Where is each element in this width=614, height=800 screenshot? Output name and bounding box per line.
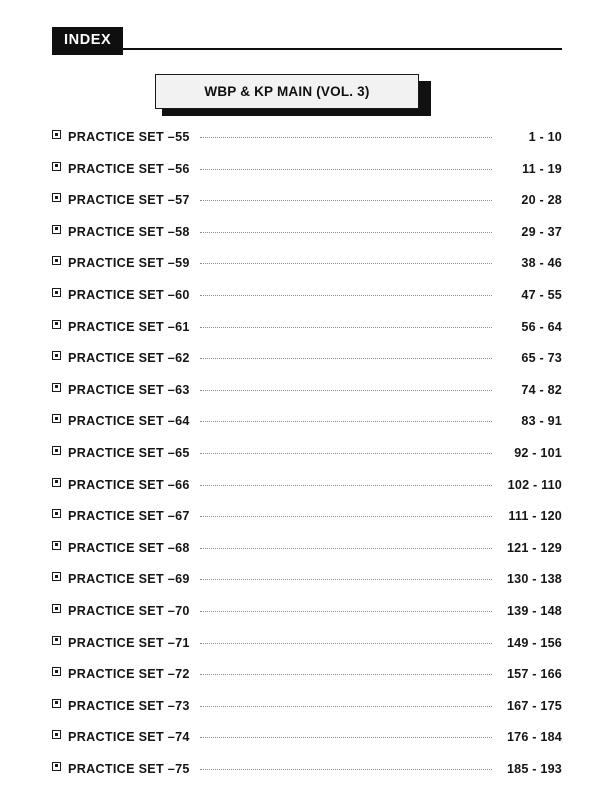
index-entry-pages: 74 - 82 bbox=[521, 382, 562, 397]
index-entry-label: PRACTICE SET –66 bbox=[68, 477, 190, 492]
dot-leader bbox=[200, 137, 492, 138]
index-entry[interactable] bbox=[52, 572, 562, 604]
bullet-square-icon bbox=[52, 667, 61, 676]
index-entry-label: PRACTICE SET –56 bbox=[68, 161, 190, 176]
bullet-square-icon bbox=[52, 509, 61, 518]
index-entry-label: PRACTICE SET –60 bbox=[68, 287, 190, 302]
dot-leader bbox=[200, 769, 492, 770]
index-entry-pages: 20 - 28 bbox=[521, 193, 562, 208]
dot-leader bbox=[200, 485, 492, 486]
index-entry-pages: 47 - 55 bbox=[521, 287, 562, 302]
bullet-square-icon bbox=[52, 762, 61, 771]
index-entry-label: PRACTICE SET –69 bbox=[68, 572, 190, 587]
index-entry[interactable] bbox=[52, 130, 562, 162]
title-banner bbox=[155, 74, 431, 116]
index-entry-pages: 111 - 120 bbox=[508, 509, 562, 524]
index-entry[interactable] bbox=[52, 256, 562, 288]
index-entry-label: PRACTICE SET –75 bbox=[68, 761, 190, 776]
bullet-square-icon bbox=[52, 478, 61, 487]
index-entry[interactable] bbox=[52, 193, 562, 225]
index-entry-pages: 139 - 148 bbox=[506, 603, 562, 618]
dot-leader bbox=[200, 516, 492, 517]
index-entry-pages: 130 - 138 bbox=[506, 572, 562, 587]
dot-leader bbox=[200, 421, 492, 422]
bullet-square-icon bbox=[52, 288, 61, 297]
index-entry[interactable] bbox=[52, 162, 562, 194]
bullet-square-icon bbox=[52, 730, 61, 739]
index-entry-pages: 56 - 64 bbox=[521, 319, 562, 334]
bullet-square-icon bbox=[52, 383, 61, 392]
dot-leader bbox=[200, 611, 492, 612]
index-entry[interactable] bbox=[52, 667, 562, 699]
index-entry-pages: 1 - 10 bbox=[528, 130, 562, 144]
index-entry-label: PRACTICE SET –57 bbox=[68, 193, 190, 208]
bullet-square-icon bbox=[52, 256, 61, 265]
index-entry-label: PRACTICE SET –72 bbox=[68, 667, 190, 682]
index-entry-pages: 121 - 129 bbox=[506, 540, 562, 555]
index-entry-pages: 167 - 175 bbox=[506, 698, 562, 713]
index-entry-label: PRACTICE SET –70 bbox=[68, 603, 190, 618]
header-divider bbox=[110, 48, 562, 50]
index-entry[interactable] bbox=[52, 478, 562, 510]
index-tab bbox=[52, 27, 123, 55]
index-entry-pages: 29 - 37 bbox=[521, 224, 562, 239]
bullet-square-icon bbox=[52, 225, 61, 234]
dot-leader bbox=[200, 579, 492, 580]
index-entry[interactable] bbox=[52, 225, 562, 257]
page-title: WBP & KP MAIN (VOL. 3) bbox=[204, 84, 370, 99]
index-entry[interactable] bbox=[52, 414, 562, 446]
index-entry-pages: 92 - 101 bbox=[514, 445, 562, 460]
index-entry-label: PRACTICE SET –67 bbox=[68, 509, 190, 524]
index-entry-label: PRACTICE SET –73 bbox=[68, 698, 190, 713]
index-entry[interactable] bbox=[52, 383, 562, 415]
index-entry-label: PRACTICE SET –65 bbox=[68, 445, 190, 460]
bullet-square-icon bbox=[52, 162, 61, 171]
dot-leader bbox=[200, 169, 492, 170]
index-entry-label: PRACTICE SET –59 bbox=[68, 256, 190, 271]
index-entry[interactable] bbox=[52, 320, 562, 352]
index-entry[interactable] bbox=[52, 351, 562, 383]
index-list bbox=[52, 130, 562, 793]
bullet-square-icon bbox=[52, 572, 61, 581]
index-entry[interactable] bbox=[52, 446, 562, 478]
bullet-square-icon bbox=[52, 541, 61, 550]
index-entry[interactable] bbox=[52, 541, 562, 573]
index-entry-label: PRACTICE SET –63 bbox=[68, 382, 190, 397]
index-entry-label: PRACTICE SET –58 bbox=[68, 224, 190, 239]
index-entry-pages: 176 - 184 bbox=[506, 730, 562, 745]
index-entry-label: PRACTICE SET –62 bbox=[68, 351, 190, 366]
index-entry-pages: 65 - 73 bbox=[521, 351, 562, 366]
index-tab-label: INDEX bbox=[64, 32, 112, 48]
index-entry[interactable] bbox=[52, 730, 562, 762]
index-entry-pages: 149 - 156 bbox=[506, 635, 562, 650]
bullet-square-icon bbox=[52, 446, 61, 455]
dot-leader bbox=[200, 706, 492, 707]
index-entry-label: PRACTICE SET –61 bbox=[68, 319, 190, 334]
dot-leader bbox=[200, 232, 492, 233]
index-entry[interactable] bbox=[52, 636, 562, 668]
index-entry-label: PRACTICE SET –68 bbox=[68, 540, 190, 555]
index-entry-pages: 11 - 19 bbox=[522, 161, 562, 176]
bullet-square-icon bbox=[52, 351, 61, 360]
index-entry-pages: 157 - 166 bbox=[506, 667, 562, 682]
dot-leader bbox=[200, 327, 492, 328]
bullet-square-icon bbox=[52, 320, 61, 329]
index-entry-pages: 102 - 110 bbox=[507, 477, 562, 492]
index-entry-label: PRACTICE SET –64 bbox=[68, 414, 190, 429]
index-entry-pages: 83 - 91 bbox=[521, 414, 562, 429]
index-entry-label: PRACTICE SET –55 bbox=[68, 130, 190, 144]
dot-leader bbox=[200, 548, 492, 549]
index-entry[interactable] bbox=[52, 762, 562, 794]
bullet-square-icon bbox=[52, 699, 61, 708]
title-banner-box bbox=[155, 74, 419, 109]
dot-leader bbox=[200, 263, 492, 264]
index-entry[interactable] bbox=[52, 604, 562, 636]
dot-leader bbox=[200, 643, 492, 644]
dot-leader bbox=[200, 453, 492, 454]
dot-leader bbox=[200, 200, 492, 201]
index-entry[interactable] bbox=[52, 288, 562, 320]
bullet-square-icon bbox=[52, 414, 61, 423]
dot-leader bbox=[200, 390, 492, 391]
bullet-square-icon bbox=[52, 604, 61, 613]
index-entry[interactable] bbox=[52, 699, 562, 731]
dot-leader bbox=[200, 295, 492, 296]
dot-leader bbox=[200, 674, 492, 675]
dot-leader bbox=[200, 737, 492, 738]
bullet-square-icon bbox=[52, 130, 61, 139]
index-entry-pages: 38 - 46 bbox=[521, 256, 562, 271]
index-entry-label: PRACTICE SET –71 bbox=[68, 635, 190, 650]
index-entry-label: PRACTICE SET –74 bbox=[68, 730, 190, 745]
index-entry-pages: 185 - 193 bbox=[506, 761, 562, 776]
bullet-square-icon bbox=[52, 193, 61, 202]
bullet-square-icon bbox=[52, 636, 61, 645]
index-entry[interactable] bbox=[52, 509, 562, 541]
dot-leader bbox=[200, 358, 492, 359]
